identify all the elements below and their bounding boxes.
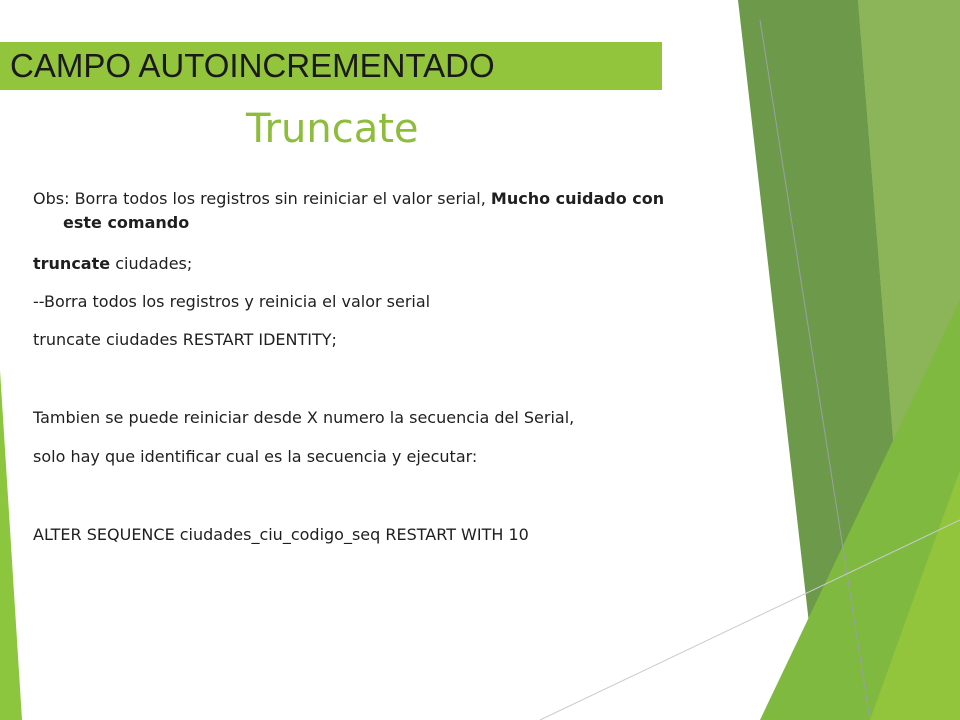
info-paragraph-1: Tambien se puede reiniciar desde X numero la secuencia del Serial, <box>33 408 575 427</box>
truncate-keyword: truncate <box>33 254 111 273</box>
comment-line: --Borra todos los registros y reinicia el valor serial <box>33 292 431 311</box>
info-paragraph-2: solo hay que identificar cual es la secuencia y ejecutar: <box>33 447 478 466</box>
alter-sequence-command: ALTER SEQUENCE ciudades_ciu_codigo_seq RESTART WITH 10 <box>33 525 529 544</box>
truncate-restart-command: truncate ciudades RESTART IDENTITY; <box>33 330 337 349</box>
obs-text: Obs: Borra todos los registros sin reiniciar el valor serial, <box>33 189 491 208</box>
truncate-command <box>33 252 683 276</box>
section-banner <box>0 42 662 90</box>
slide-title: Truncate <box>246 106 419 152</box>
left-green-sliver <box>0 370 22 720</box>
obs-warning: Mucho cuidado con este comando <box>63 189 665 232</box>
obs-paragraph <box>33 187 703 235</box>
banner-label: CAMPO AUTOINCREMENTADO <box>10 47 495 84</box>
truncate-target: ciudades; <box>110 254 193 273</box>
